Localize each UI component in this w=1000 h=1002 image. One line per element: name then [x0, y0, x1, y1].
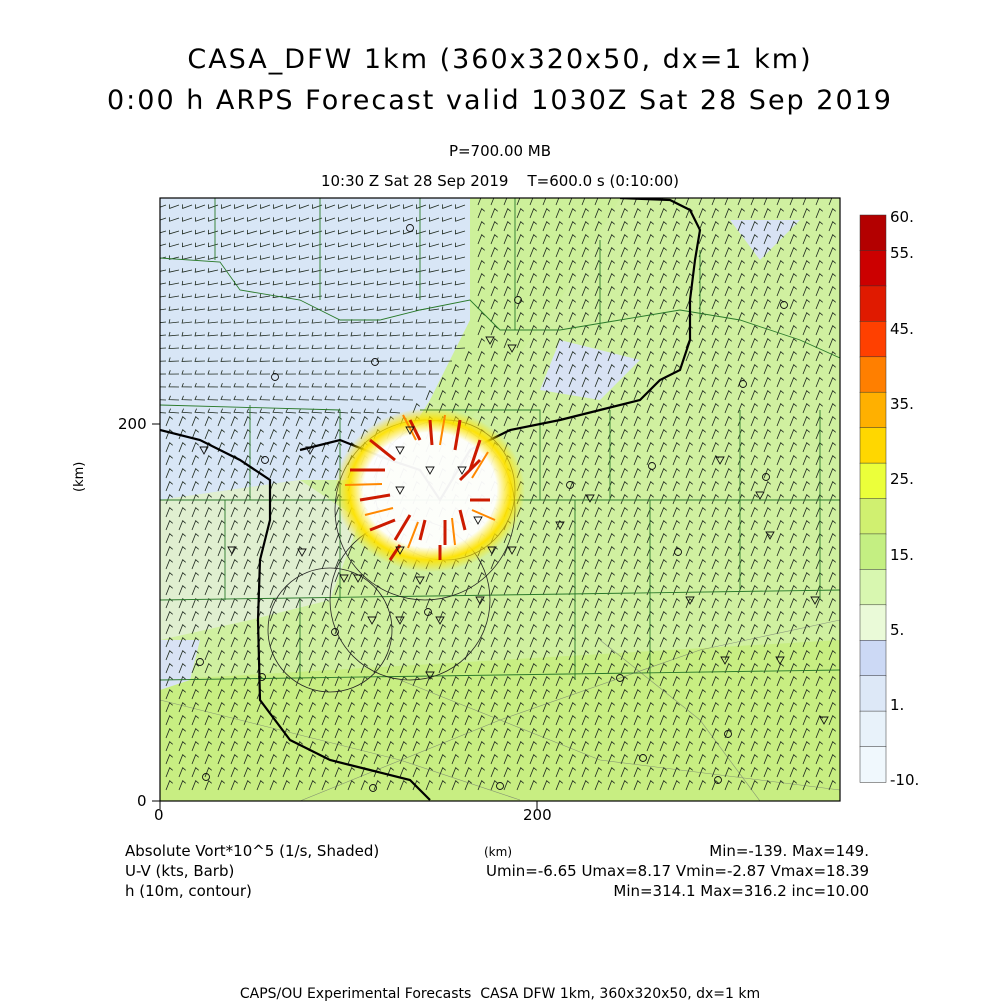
colorbar-swatch — [860, 605, 886, 641]
map-field — [156, 196, 840, 801]
colorbar-swatch — [860, 215, 886, 251]
colorbar-label: 15. — [890, 546, 914, 564]
legend-shaded: Absolute Vort*10^5 (1/s, Shaded) — [125, 842, 380, 860]
y-axis-unit: (km) — [72, 461, 87, 492]
shaded-stats: Min=-139. Max=149. — [709, 842, 869, 860]
legend-barb: U-V (kts, Barb) — [125, 862, 235, 880]
colorbar-swatch — [860, 463, 886, 499]
chart-title-line2: 0:00 h ARPS Forecast valid 1030Z Sat 28 Sep 2019 — [107, 85, 893, 116]
colorbar-label: 60. — [890, 208, 914, 226]
colorbar-label: 1. — [890, 696, 905, 714]
colorbar-swatch — [860, 747, 886, 783]
colorbar-swatch — [860, 676, 886, 712]
colorbar-swatch — [860, 534, 886, 570]
colorbar-swatch — [860, 640, 886, 676]
colorbar-swatch — [860, 286, 886, 322]
contour-stats: Min=314.1 Max=316.2 inc=10.00 — [613, 882, 869, 900]
colorbar-label: 45. — [890, 320, 914, 338]
colorbar-swatch — [860, 711, 886, 747]
legend-contour: h (10m, contour) — [125, 882, 252, 900]
colorbar-swatch — [860, 428, 886, 464]
chart-title-line1: CASA_DFW 1km (360x320x50, dx=1 km) — [187, 44, 813, 75]
x-tick-0: 0 — [154, 806, 164, 824]
x-tick-200: 200 — [523, 806, 552, 824]
pressure-level-label: P=700.00 MB — [448, 142, 552, 160]
colorbar-label: 55. — [890, 244, 914, 262]
y-tick-0: 0 — [137, 792, 147, 810]
colorbar-label: -10. — [890, 771, 920, 789]
colorbar-label: 35. — [890, 395, 914, 413]
colorbar — [860, 215, 886, 782]
colorbar-swatch — [860, 250, 886, 286]
colorbar-swatch — [860, 357, 886, 393]
x-axis-unit: (km) — [484, 845, 513, 859]
colorbar-swatch — [860, 321, 886, 357]
y-tick-200: 200 — [118, 415, 147, 433]
colorbar-swatch — [860, 569, 886, 605]
colorbar-swatch — [860, 499, 886, 535]
colorbar-label: 25. — [890, 470, 914, 488]
footer-credit: CAPS/OU Experimental Forecasts CASA DFW 1km, 360x320x50, dx=1 km — [239, 986, 761, 1002]
vorticity-echo-cluster — [335, 408, 525, 572]
barb-stats: Umin=-6.65 Umax=8.17 Vmin=-2.87 Vmax=18.39 — [486, 862, 869, 880]
valid-time-label: 10:30 Z Sat 28 Sep 2019 T=600.0 s (0:10:00) — [320, 172, 680, 190]
colorbar-label: 5. — [890, 621, 905, 639]
colorbar-swatch — [860, 392, 886, 428]
